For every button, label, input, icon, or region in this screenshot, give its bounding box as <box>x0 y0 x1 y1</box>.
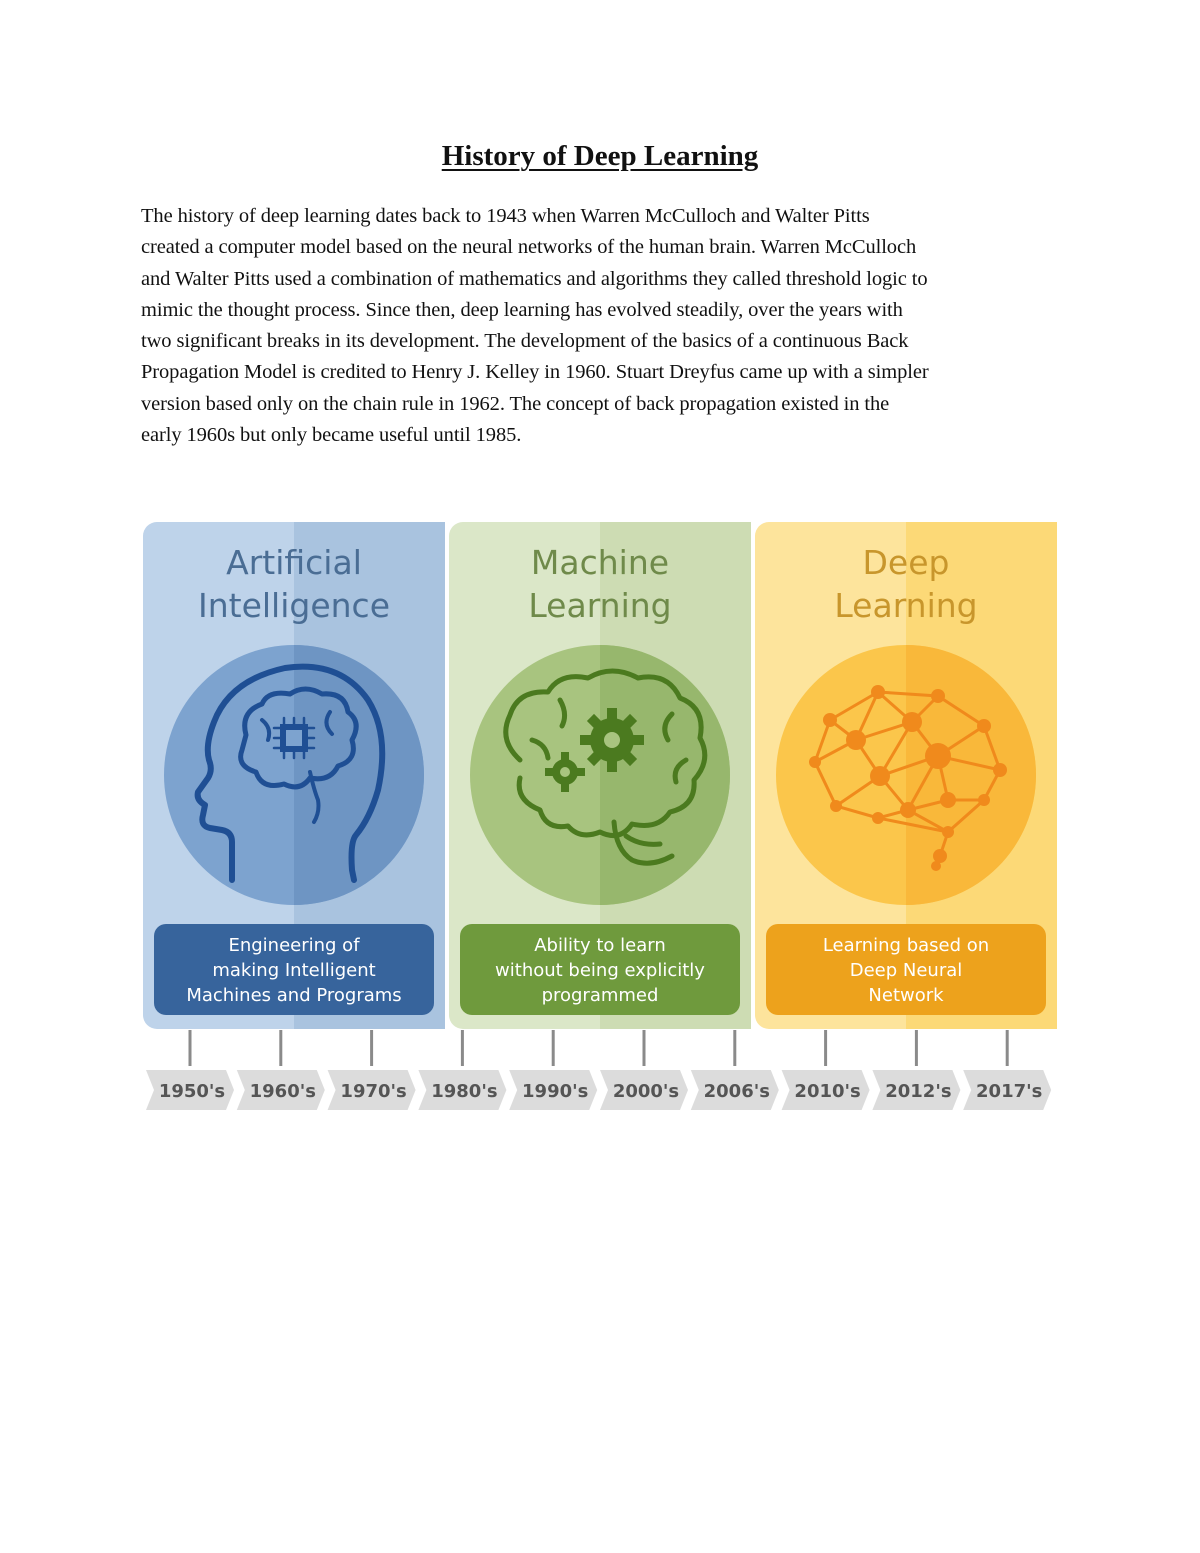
panel-description-line: Ability to learn <box>534 935 666 956</box>
panel-description-line: Deep Neural <box>849 960 963 981</box>
panel-description-line: programmed <box>541 985 659 1006</box>
panel-description-line: making Intelligent <box>212 960 376 981</box>
paragraph-line: two significant breaks in its development. The development of the basics of a continuous Back <box>141 330 909 353</box>
paragraph-line: The history of deep learning dates back to 1943 when Warren McCulloch and Walter Pitts <box>141 205 870 227</box>
paragraph-line: early 1960s but only became useful until 1985. <box>141 424 522 447</box>
paragraph-line: and Walter Pitts used a combination of mathematics and algorithms they called threshold logic to <box>141 267 928 290</box>
panel-heading-line: Learning <box>834 586 978 625</box>
timeline-label: 2012's <box>885 1081 952 1102</box>
paragraph-line: version based only on the chain rule in 1962. The concept of back propagation existed in the <box>141 392 890 415</box>
timeline-label: 2006's <box>703 1081 770 1102</box>
timeline-label: 1950's <box>158 1081 226 1102</box>
panel-description-line: Learning based on <box>822 935 990 956</box>
panel-machine-learning <box>449 522 751 1029</box>
panel-artificial-intelligence <box>143 522 445 1029</box>
paragraph-line: mimic the thought process. Since then, deep learning has evolved steadily, over the years with <box>141 298 903 321</box>
panel-heading-line: Intelligence <box>197 586 391 625</box>
page-title: History of Deep Learning <box>441 140 759 172</box>
panel-description-line: Machines and Programs <box>186 985 402 1006</box>
timeline-label: 1960's <box>249 1081 316 1102</box>
paragraph-line: created a computer model based on the neural networks of the human brain. Warren McCulloch <box>141 236 917 259</box>
panel-description-line: Engineering of <box>228 935 360 956</box>
panel-heading-line: Learning <box>528 586 672 625</box>
timeline-label: 1980's <box>431 1081 498 1102</box>
panel-heading-line: Deep <box>862 543 950 582</box>
paragraph-line: Propagation Model is credited to Henry J. Kelley in 1960. Stuart Dreyfus came up with a simpler <box>141 361 929 384</box>
panel-heading-line: Machine <box>530 543 670 582</box>
timeline-label: 1990's <box>522 1081 589 1102</box>
panel-heading-line: Artificial <box>226 543 362 582</box>
timeline-label: 1970's <box>340 1081 407 1102</box>
panel-description-line: Network <box>868 985 944 1006</box>
timeline-label: 2010's <box>794 1081 861 1102</box>
panel-deep-learning <box>755 522 1057 1029</box>
timeline-label: 2017's <box>976 1081 1043 1102</box>
timeline <box>146 1030 1051 1110</box>
timeline-label: 2000's <box>612 1081 680 1102</box>
panel-description-line: without being explicitly <box>495 960 705 981</box>
